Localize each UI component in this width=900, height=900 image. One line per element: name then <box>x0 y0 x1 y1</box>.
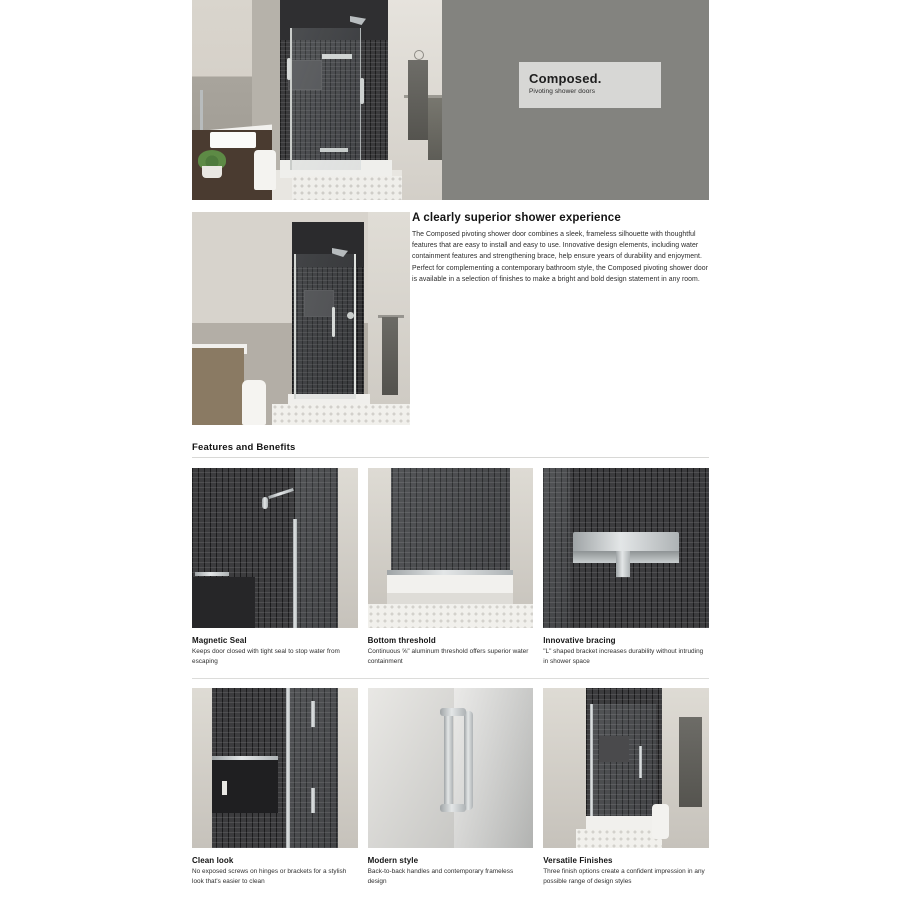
pebble-floor <box>368 604 534 628</box>
features-heading: Features and Benefits <box>192 442 296 453</box>
dark-niche <box>192 577 255 628</box>
feature-title: Clean look <box>192 856 234 866</box>
feature-card-innovative-bracing <box>543 468 709 666</box>
intro-paragraph: The Composed pivoting shower door combines a sleek, frameless silhouette with thoughtful features that are easy to install and easy to use. Innovative design elements, including water containment features and strengthening brace, help ensure years of durability and enjoyment. Perfect for complementing a contemporary bathroom style, the Composed pivoting shower door is available in a selection of finishes to make a bright and bold design statement in any room. <box>412 231 708 283</box>
feature-description: "L" shaped bracket increases durability without intruding in shower space <box>543 648 704 665</box>
feature-title: Bottom threshold <box>367 636 436 645</box>
brand-name: Composed. <box>529 71 602 86</box>
intro-pebble-floor <box>272 404 410 425</box>
intro-text-block <box>412 212 709 285</box>
feature-description: Keeps door closed with tight seal to stop water from escaping <box>192 648 340 665</box>
hero-pebble-floor <box>292 176 402 200</box>
glass-panel <box>295 468 341 628</box>
feature-title: Versatile Finishes <box>543 856 613 866</box>
feature-description: Continuous ⅝" aluminum threshold offers superior water containment <box>367 648 529 665</box>
feature-title: Magnetic Seal <box>192 636 247 645</box>
glass-panel <box>391 468 510 577</box>
feature-card-modern-style <box>368 688 534 886</box>
toilet <box>652 804 669 839</box>
features-section <box>192 442 709 887</box>
hero-towel-hook <box>414 50 424 60</box>
feature-card-versatile-finishes <box>543 688 709 886</box>
handle-bottom-mount <box>440 804 466 812</box>
features-divider-middle <box>192 678 709 679</box>
glass-edge <box>543 468 569 628</box>
feature-image-clean-look <box>192 688 358 848</box>
aluminum-threshold <box>387 570 513 575</box>
door-edge-seal <box>293 519 297 628</box>
hero-door-handle <box>287 58 291 80</box>
hero-towel-secondary <box>428 98 442 160</box>
intro-photo <box>192 212 410 425</box>
right-wall <box>338 688 358 848</box>
feature-image-bottom-threshold <box>368 468 534 628</box>
intro-vanity-cabinet <box>192 348 244 425</box>
content-column <box>192 0 709 887</box>
hero-photo <box>192 0 442 200</box>
hero-secondary-handle <box>360 78 364 104</box>
intro-toilet <box>242 380 266 425</box>
feature-title: Innovative bracing <box>543 636 616 645</box>
intro-heading: A clearly superior shower experience <box>412 212 621 224</box>
intro-door-handle <box>332 307 335 337</box>
intro-section <box>192 212 709 428</box>
hero-toilet <box>254 150 276 190</box>
niche-ledge <box>195 572 229 576</box>
hero-towel <box>408 60 428 140</box>
hero-faucet <box>200 90 203 130</box>
intro-towel <box>382 317 398 395</box>
feature-card-bottom-threshold <box>368 468 534 666</box>
hinge-lower <box>311 788 315 814</box>
handle-back <box>464 711 473 810</box>
features-row-2 <box>192 688 709 886</box>
feature-description: Back-to-back handles and contemporary frameless design <box>367 868 514 886</box>
door-edge <box>286 688 290 848</box>
hero-planter <box>202 166 222 178</box>
handle-front <box>444 711 453 810</box>
feature-image-magnetic-seal <box>192 468 358 628</box>
l-bracket-vertical <box>616 551 630 577</box>
intro-door-knob <box>347 312 354 319</box>
door-edge-left <box>590 704 593 816</box>
base-front <box>387 593 513 604</box>
feature-card-magnetic-seal <box>192 468 358 666</box>
feature-image-innovative-bracing <box>543 468 709 628</box>
towel <box>679 717 702 807</box>
left-wall <box>543 688 586 848</box>
feature-image-versatile-finishes <box>543 688 709 848</box>
shower-niche <box>599 736 629 762</box>
feature-image-modern-style <box>368 688 534 848</box>
hero-banner <box>192 0 709 200</box>
brand-tagline: Pivoting shower doors <box>529 88 596 95</box>
hero-glass-door <box>290 28 361 170</box>
feature-description: No exposed screws on hinges or brackets for a stylish look that's easier to clean <box>192 868 347 886</box>
feature-card-clean-look <box>192 688 358 886</box>
handle-top-mount <box>440 708 466 716</box>
hero-sink <box>210 132 256 148</box>
bottle <box>222 781 227 795</box>
hinge-upper <box>311 701 315 727</box>
side-wall <box>338 468 358 628</box>
features-row-1 <box>192 468 709 666</box>
feature-title: Modern style <box>367 856 419 866</box>
left-wall <box>192 688 212 848</box>
door-handle <box>639 746 642 778</box>
features-divider-top <box>192 457 709 458</box>
intro-glass-door <box>294 254 356 399</box>
shower-head-icon <box>262 497 268 509</box>
shower-base <box>387 574 513 593</box>
niche-ledge <box>212 756 278 760</box>
feature-description: Three finish options create a confident impression in any possible range of design styles <box>543 868 705 886</box>
brand-logo-box <box>519 62 661 108</box>
